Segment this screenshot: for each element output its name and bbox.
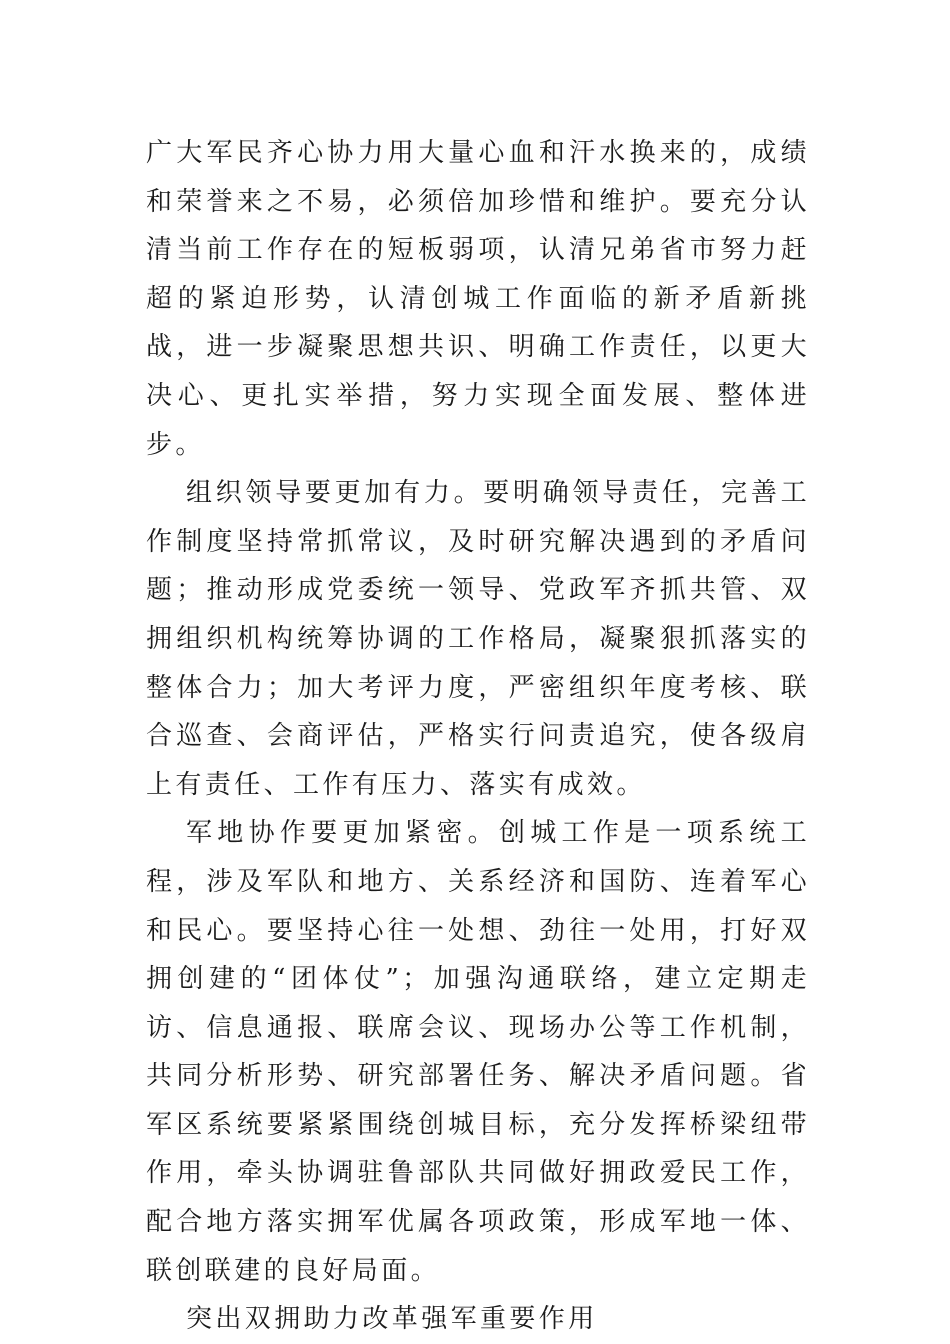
paragraph-organization-leadership: 组织领导要更加有力。要明确领导责任，完善工作制度坚持常抓常议，及时研究解决遇到的矛盾问题；推动形成党委统一领导、党政军齐抓共管、双拥组织机构统筹协调的工作格局，凝聚狠抓落实的整体合力；加大考评力度，严密组织年度考核、联合巡查、会商评估，严格实行问责追究，使各级肩上有责任、工作有压力、落实有成效。 xyxy=(146,478,810,800)
section-heading: 突出双拥助力改革强军重要作用 xyxy=(186,1304,598,1335)
paragraph-military-civil-cooperation: 军地协作要更加紧密。创城工作是一项系统工程，涉及军队和地方、关系经济和国防、连着军心和民心。要坚持心往一处想、劲往一处用，打好双拥创建的“团体仗”；加强沟通联络，建立定期走访、信息通报、联席会议、现场办公等工作机制，共同分析形势、研究部署任务、解决矛盾问题。省军区系统要紧紧围绕创城目标，充分发挥桥梁纽带作用，牵头协调驻鲁部队共同做好拥政爱民工作，配合地方落实拥军优属各项政策，形成军地一体、联创联建的良好局面。 xyxy=(146,818,810,1286)
document-body xyxy=(146,129,810,1344)
paragraph-continuation: 广大军民齐心协力用大量心血和汗水换来的，成绩和荣誉来之不易，必须倍加珍惜和维护。要充分认清当前工作存在的短板弱项，认清兄弟省市努力赶超的紧迫形势，认清创城工作面临的新矛盾新挑战，进一步凝聚思想共识、明确工作责任，以更大决心、更扎实举措，努力实现全面发展、整体进步。 xyxy=(146,138,810,460)
